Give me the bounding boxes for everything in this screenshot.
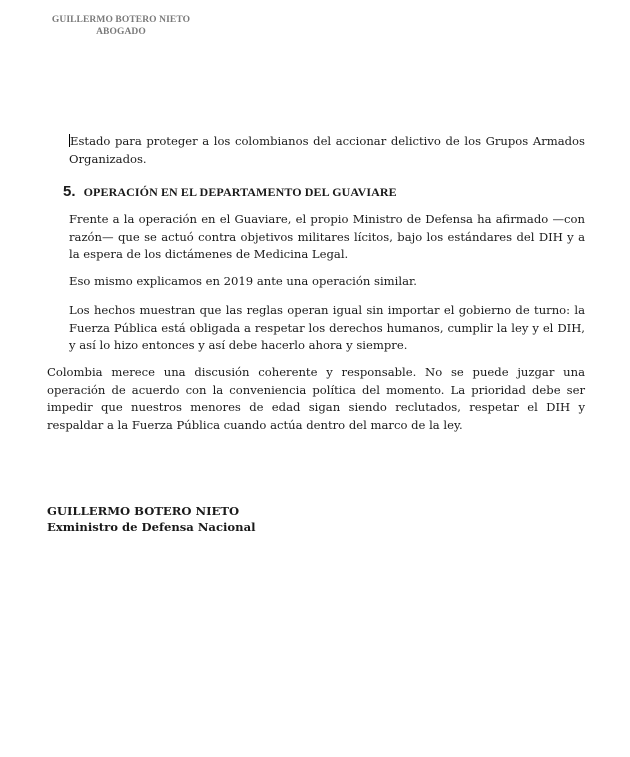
section-heading — [63, 181, 583, 200]
paragraph-2[interactable]: Eso mismo explicamos en 2019 ante una operación similar. — [69, 274, 417, 288]
letterhead-title: ABOGADO — [96, 27, 146, 37]
signature-block — [47, 503, 255, 535]
letterhead-name: GUILLERMO BOTERO NIETO — [51, 15, 191, 25]
signature-role: Exministro de Defensa Nacional — [47, 520, 256, 534]
paragraph-3[interactable]: Los hechos muestran que las reglas operan igual sin importar el gobierno de turno: la Fuerza Pública está obligada a respetar los derechos humanos, cumplir la ley y el DIH, y así lo hizo entonces y así debe hacerlo ahora y siempre. — [69, 303, 585, 353]
paragraph-1[interactable]: Frente a la operación en el Guaviare, el propio Ministro de Defensa ha afirmado —con razón— que se actuó contra objetivos militares lícitos, bajo los estándares del DIH y a la espera de los dictámenes de Medicina Legal. — [69, 212, 585, 262]
section-number: 5. — [63, 183, 76, 200]
conclusion-paragraph[interactable]: Colombia merece una discusión coherente y responsable. No se puede juzgar una operación de acuerdo con la conveniencia política del momento. La prioridad debe ser impedir que nuestros menores de edad sigan siendo reclutados, respetar el DIH y respaldar a la Fuerza Pública cuando actúa dentro del marco de la ley. — [47, 365, 585, 432]
signature-name: GUILLERMO BOTERO NIETO — [47, 504, 240, 518]
continuation-paragraph[interactable] — [69, 133, 585, 168]
continuation-text: Estado para proteger a los colombianos del accionar delictivo de los Grupos Armados Organizados. — [69, 134, 585, 166]
letterhead — [46, 14, 196, 38]
section-title: OPERACIÓN EN EL DEPARTAMENTO DEL GUAVIARE — [83, 185, 397, 199]
